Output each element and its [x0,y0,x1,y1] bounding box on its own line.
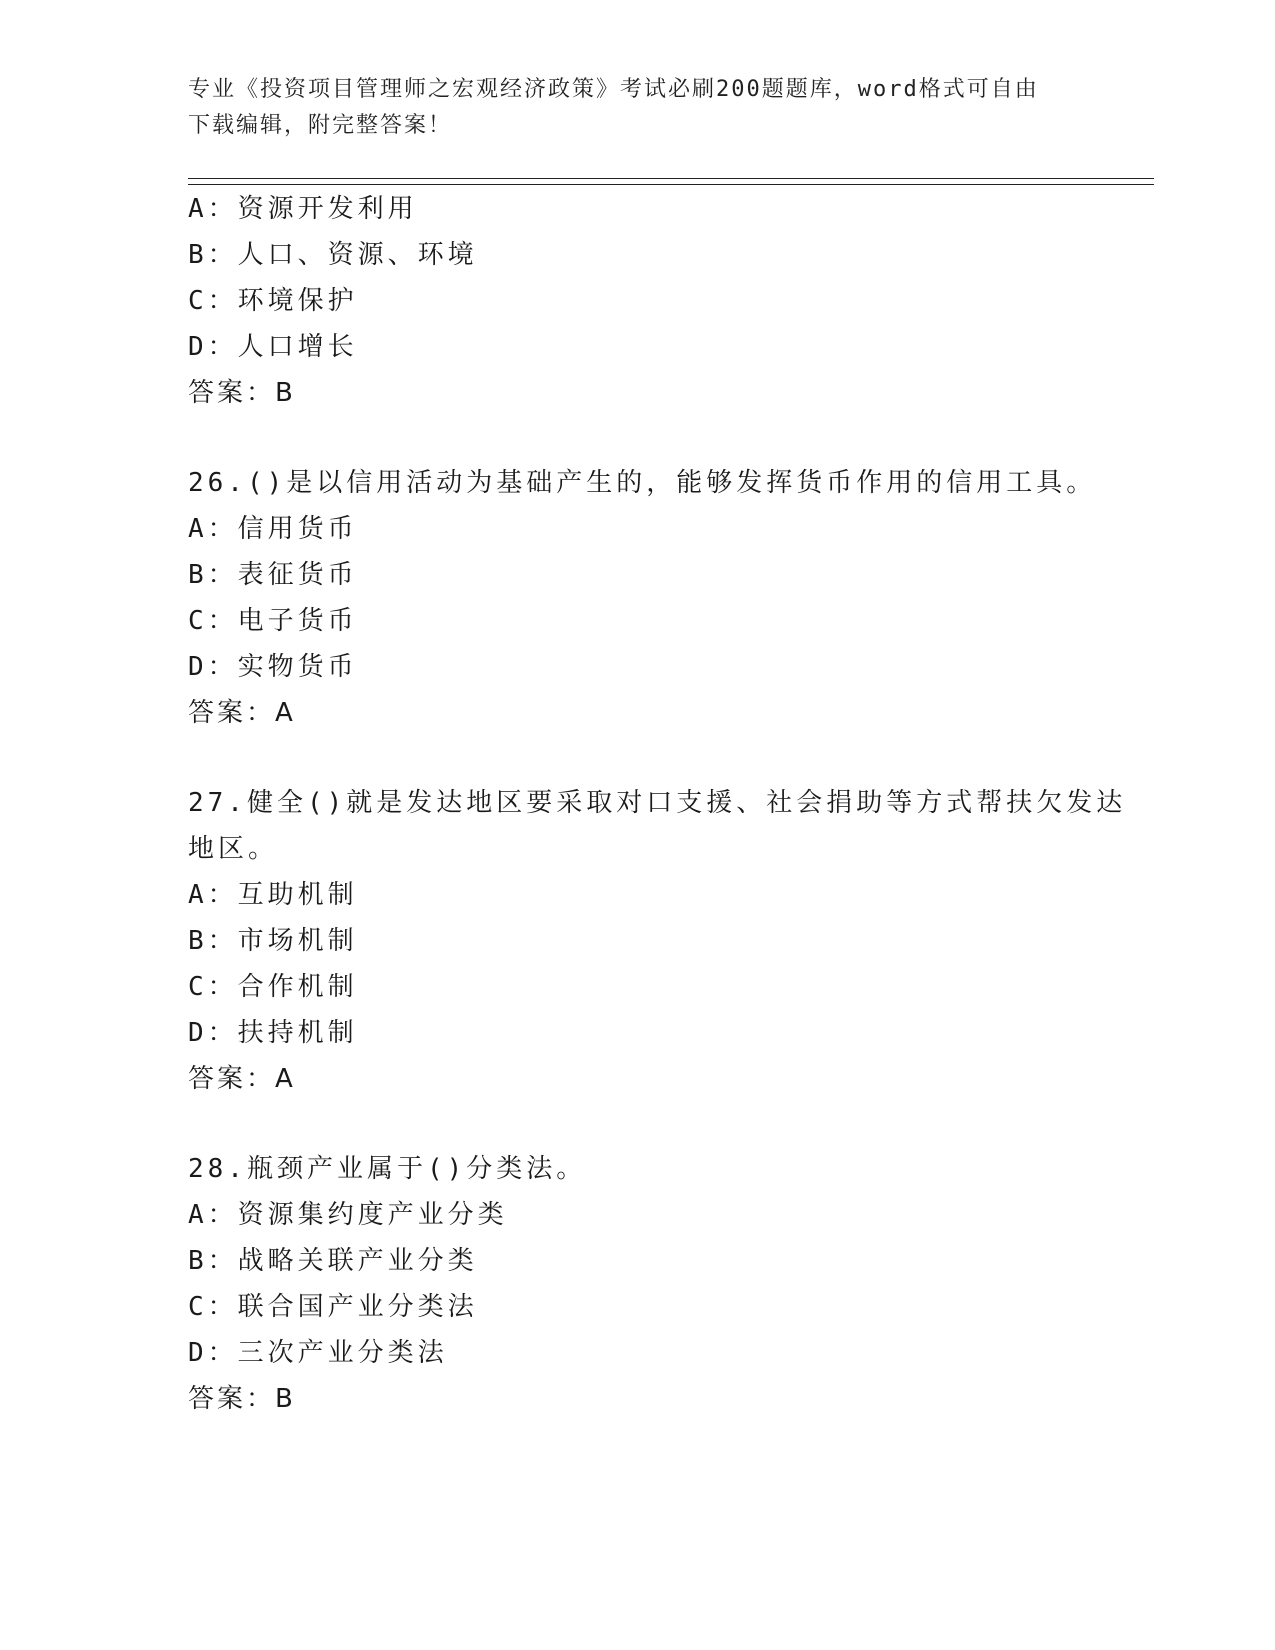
option-b: B：人口、资源、环境 [188,240,478,270]
option-c: C：环境保护 [188,286,358,316]
question-25 [188,186,1088,416]
question-27 [188,780,1127,1102]
question-text: 26.()是以信用活动为基础产生的，能够发挥货币作用的信用工具。 [188,468,1097,498]
question-text-line-2: 地区。 [188,834,279,864]
answer-line: 答案：B [188,378,296,408]
option-d: D：实物货币 [188,652,358,682]
question-text-line-1: 27.健全()就是发达地区要采取对口支援、社会捐助等方式帮扶欠发达 [188,788,1127,818]
option-b: B：战略关联产业分类 [188,1246,478,1276]
option-a: A：资源集约度产业分类 [188,1200,508,1230]
option-c: C：合作机制 [188,972,358,1002]
header-line-1: 专业《投资项目管理师之宏观经济政策》考试必刷200题题库，word格式可自由 [188,77,1039,102]
question-list [188,186,1127,1422]
option-d: D：人口增长 [188,332,358,362]
answer-line: 答案：B [188,1384,296,1414]
option-a: A：互助机制 [188,880,358,910]
option-c: C：电子货币 [188,606,358,636]
option-b: B：市场机制 [188,926,358,956]
option-a: A：资源开发利用 [188,194,418,224]
question-text: 28.瓶颈产业属于()分类法。 [188,1154,587,1184]
header-divider-bottom [188,184,1154,185]
answer-line: 答案：A [188,698,296,728]
option-d: D：扶持机制 [188,1018,358,1048]
option-b: B：表征货币 [188,560,358,590]
document-header [188,72,1068,144]
header-divider-top [188,178,1154,179]
answer-line: 答案：A [188,1064,296,1094]
question-28 [188,1146,1088,1422]
header-line-2: 下载编辑，附完整答案！ [188,113,453,138]
option-c: C：联合国产业分类法 [188,1292,478,1322]
question-26 [188,460,1097,736]
option-a: A：信用货币 [188,514,358,544]
option-d: D：三次产业分类法 [188,1338,448,1368]
